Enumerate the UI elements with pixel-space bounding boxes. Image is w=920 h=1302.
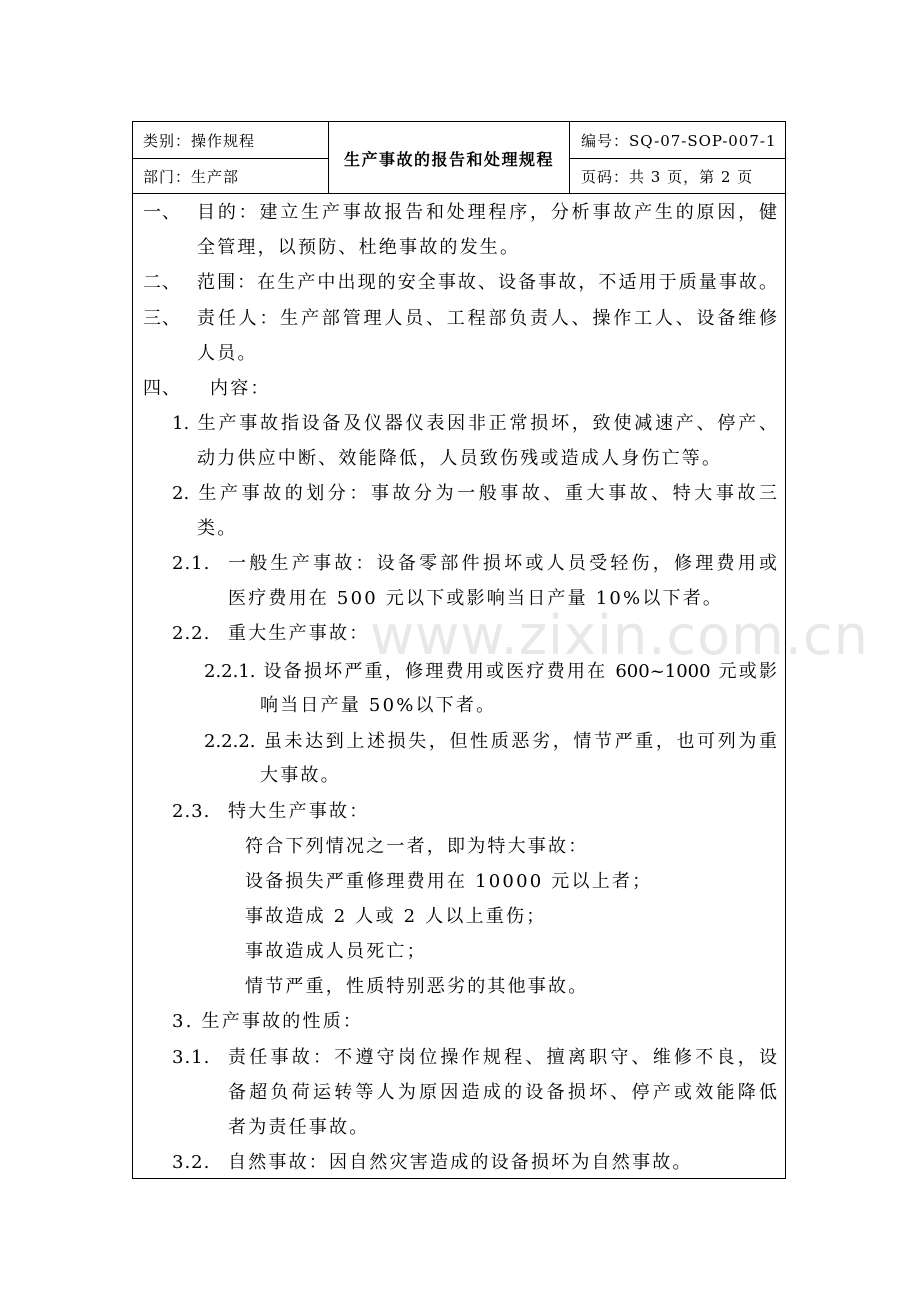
item-2-3-number: 2.3.	[172, 801, 211, 822]
section-4-line-1: 内容：	[210, 378, 271, 399]
section-1-number: 一、	[143, 202, 181, 223]
item-3-line-1: 3. 生产事故的性质：	[172, 1011, 364, 1032]
item-2-2-number: 2.2.	[172, 623, 211, 644]
item-2-2-1-line-2: 响当日产量 50%以下者。	[260, 695, 497, 716]
item-2-3-criterion: 设备损失严重修理费用在 10000 元以上者；	[245, 871, 653, 892]
item-2-2-1-line-1: 2.2.1. 设备损坏严重，修理费用或医疗费用在 600~1000 元或影	[204, 661, 777, 682]
item-2-2-line-1: 重大生产事故：	[228, 623, 370, 644]
watermark: www.zixin.com.cn	[370, 604, 869, 667]
item-2-line-1: 2. 生产事故的划分：事故分为一般事故、重大事故、特大事故三	[172, 483, 777, 504]
header-divider-row-right	[569, 158, 785, 159]
section-4-number: 四、	[143, 378, 181, 399]
item-3-2-number: 3.2.	[172, 1152, 211, 1173]
section-1-line-1: 目的：建立生产事故报告和处理程序，分析事故产生的原因，健	[197, 202, 777, 223]
section-2-line-1: 范围：在生产中出现的安全事故、设备事故，不适用于质量事故。	[197, 272, 777, 293]
section-2-number: 二、	[143, 272, 181, 293]
item-2-2-2-line-2: 大事故。	[260, 765, 341, 786]
item-3-1-line-3: 者为责任事故。	[228, 1117, 370, 1138]
item-3-1-number: 3.1.	[172, 1047, 211, 1068]
section-3-line-2: 人员。	[197, 343, 258, 364]
item-2-line-2: 类。	[197, 518, 238, 539]
item-2-1-line-2: 医疗费用在 500 元以下或影响当日产量 10%以下者。	[228, 588, 724, 609]
document-title: 生产事故的报告和处理规程	[343, 149, 554, 169]
item-3-1-line-2: 备超负荷运转等人为原因造成的设备损坏、停产或效能降低	[228, 1082, 777, 1103]
item-1-line-2: 动力供应中断、效能降低，人员致伤残或造成人身伤亡等。	[197, 448, 723, 469]
section-1-line-2: 全管理，以预防、杜绝事故的发生。	[197, 237, 521, 258]
item-2-3-criterion: 情节严重，性质特别恶劣的其他事故。	[245, 976, 589, 997]
section-3-line-1: 责任人：生产部管理人员、工程部负责人、操作工人、设备维修	[197, 308, 777, 329]
item-2-3-criterion: 事故造成 2 人或 2 人以上重伤；	[245, 906, 547, 927]
item-2-1-number: 2.1.	[172, 553, 211, 574]
category-label: 类别：操作规程	[143, 132, 256, 150]
page-info: 页码：共 3 页，第 2 页	[581, 168, 754, 186]
item-2-1-line-1: 一般生产事故：设备零部件损坏或人员受轻伤，修理费用或	[228, 553, 777, 574]
document-number: 编号：SQ-07-SOP-007-1	[581, 132, 777, 150]
item-2-3-criterion: 事故造成人员死亡；	[245, 941, 427, 962]
department-label: 部门：生产部	[143, 168, 240, 186]
item-2-3-line-1: 特大生产事故：	[228, 801, 370, 822]
item-2-2-2-line-1: 2.2.2. 虽未达到上述损失，但性质恶劣，情节严重，也可列为重	[204, 731, 777, 752]
item-3-2-line-1: 自然事故：因自然灾害造成的设备损坏为自然事故。	[228, 1152, 693, 1173]
item-2-3-criterion: 符合下列情况之一者，即为特大事故：	[245, 836, 589, 857]
header-divider-row-left	[133, 158, 328, 159]
section-3-number: 三、	[143, 308, 181, 329]
item-1-line-1: 1. 生产事故指设备及仪器仪表因非正常损坏，致使减速产、停产、	[172, 413, 777, 434]
item-3-1-line-1: 责任事故：不遵守岗位操作规程、擅离职守、维修不良，设	[228, 1047, 777, 1068]
header-block	[133, 122, 785, 194]
